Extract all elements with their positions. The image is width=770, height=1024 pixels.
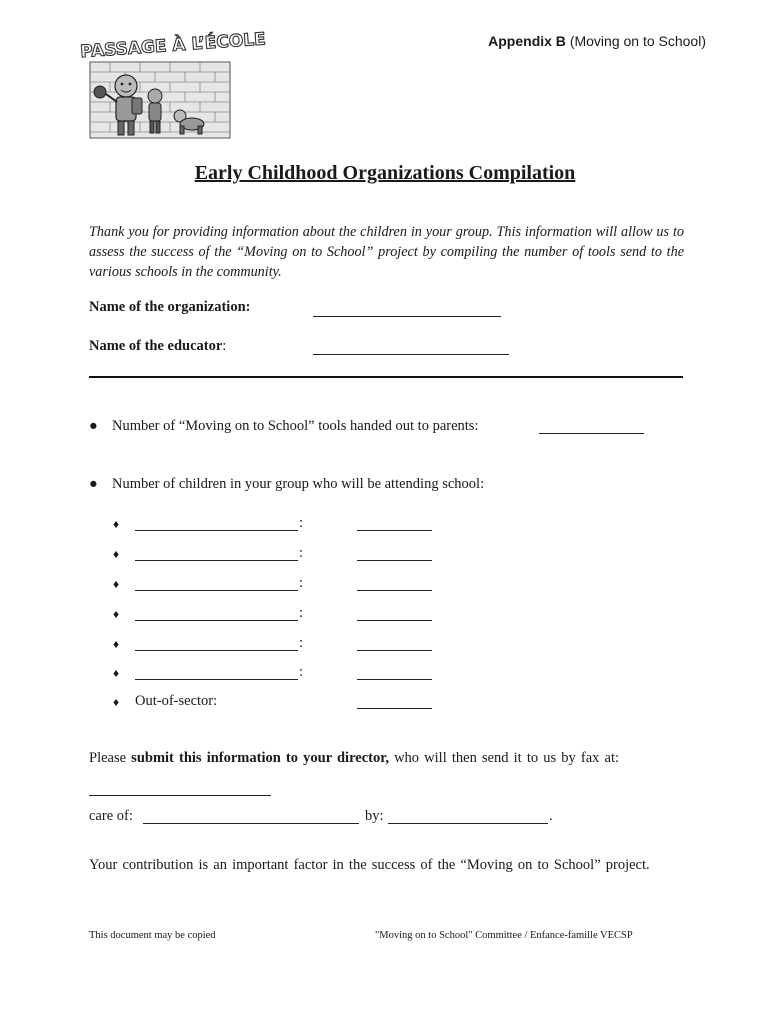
submit-suffix: who will then send it to us by fax at:	[394, 750, 620, 766]
fax-number-field[interactable]	[89, 795, 271, 796]
footer-committee: "Moving on to School" Committee / Enfance-famille VECSP	[375, 930, 633, 941]
school-count-field[interactable]	[357, 590, 432, 591]
diamond-bullet-icon: ♦	[113, 637, 120, 651]
submit-prefix: Please	[89, 750, 127, 766]
colon: :	[299, 635, 304, 651]
school-count-field[interactable]	[357, 650, 432, 651]
diamond-bullet-icon: ♦	[113, 577, 120, 591]
organization-label: Name of the organization:	[89, 299, 251, 315]
diamond-bullet-icon: ♦	[113, 695, 120, 709]
diamond-bullet-icon: ♦	[113, 666, 120, 680]
appendix-subtitle: (Moving on to School)	[569, 33, 706, 49]
colon: :	[299, 664, 304, 680]
colon: :	[299, 605, 304, 621]
school-count-field[interactable]	[357, 530, 432, 531]
school-count-field[interactable]	[357, 620, 432, 621]
school-count-field[interactable]	[357, 679, 432, 680]
organization-name-field[interactable]	[313, 316, 501, 317]
school-name-field[interactable]	[135, 590, 298, 591]
footer-copy-notice: This document may be copied	[89, 930, 216, 941]
bullet-icon: ●	[89, 476, 98, 492]
school-name-field[interactable]	[135, 650, 298, 651]
diamond-bullet-icon: ♦	[113, 547, 120, 561]
colon: :	[299, 575, 304, 591]
school-name-field[interactable]	[135, 530, 298, 531]
submit-instructions	[89, 750, 684, 767]
logo-text: PASSAGE À L’ÉCOLE	[79, 29, 267, 63]
by-label: by:	[365, 808, 384, 824]
passage-a-lecole-logo	[76, 28, 267, 146]
bullet-icon: ●	[89, 418, 98, 434]
appendix-label: Appendix B	[488, 33, 566, 49]
contribution-paragraph: Your contribution is an important factor in the success of the “Moving on to School” project.	[89, 857, 650, 873]
tools-handed-out-question: Number of “Moving on to School” tools handed out to parents:	[112, 418, 479, 434]
diamond-bullet-icon: ♦	[113, 607, 120, 621]
period: .	[549, 808, 553, 824]
tools-handed-out-field[interactable]	[539, 433, 644, 434]
educator-label: Name of the educator	[89, 338, 223, 354]
educator-label-wrap	[89, 338, 226, 355]
appendix-header	[488, 33, 706, 49]
intro-paragraph: Thank you for providing information about the children in your group. This information will allow us to assess the success of the “Moving on to School” project by compiling the number of tools send to the various schools in the community.	[89, 224, 684, 280]
colon: :	[299, 545, 304, 561]
school-name-field[interactable]	[135, 560, 298, 561]
section-divider	[89, 376, 683, 378]
school-count-field[interactable]	[357, 560, 432, 561]
school-name-field[interactable]	[135, 620, 298, 621]
diamond-bullet-icon: ♦	[113, 517, 120, 531]
out-of-sector-label: Out-of-sector:	[135, 693, 218, 709]
children-attending-question: Number of children in your group who will be attending school:	[112, 476, 485, 492]
school-name-field[interactable]	[135, 679, 298, 680]
colon: :	[299, 515, 304, 531]
by-field[interactable]	[388, 823, 548, 824]
care-of-field[interactable]	[143, 823, 359, 824]
educator-colon: :	[222, 338, 227, 354]
page-title: Early Childhood Organizations Compilation	[194, 162, 576, 184]
educator-name-field[interactable]	[313, 354, 509, 355]
care-of-label: care of:	[89, 808, 133, 824]
submit-bold: submit this information to your director,	[131, 750, 389, 766]
out-of-sector-count-field[interactable]	[357, 708, 432, 709]
